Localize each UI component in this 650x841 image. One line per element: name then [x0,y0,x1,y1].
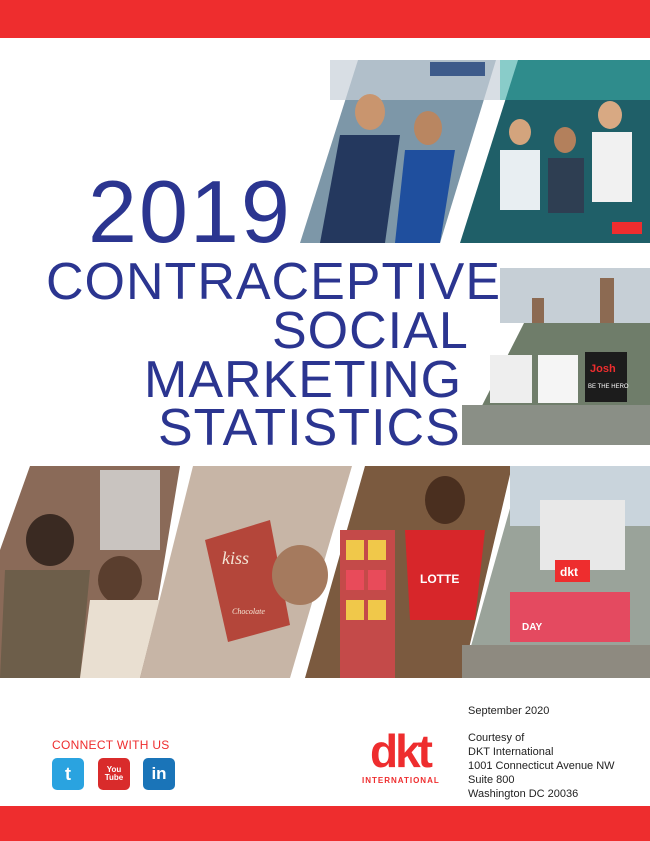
dkt-logo-sub: INTERNATIONAL [362,776,440,785]
dkt-logo [362,725,440,785]
title-line-4: STATISTICS [158,399,461,457]
publication-date: September 2020 [468,705,550,717]
kiss-box-sub: Chocolate [232,607,265,616]
connect-label: CONNECT WITH US [52,738,170,752]
address-suite: Suite 800 [468,774,515,786]
title-year: 2019 [88,162,292,261]
org-name: DKT International [468,746,554,758]
lotte-shirt-text: LOTTE [420,572,460,586]
title-line-2: SOCIAL [272,302,469,360]
title-line-3: MARKETING [144,351,463,409]
linkedin-glyph: in [151,764,167,783]
address-city: Washington DC 20036 [468,788,579,800]
title-line-1: CONTRACEPTIVE [46,253,502,311]
youtube-glyph-bottom: Tube [104,773,124,782]
courtesy-address [468,731,615,801]
twitter-glyph: t [65,763,71,784]
truck-logo-text: dkt [560,565,578,579]
josh-sign-text: Josh [590,363,616,375]
youtube-icon[interactable] [98,758,130,790]
linkedin-icon[interactable] [143,758,175,790]
josh-sign-tag: BE THE HERO [588,384,629,390]
twitter-icon[interactable] [52,758,84,790]
bottom-red-band [0,806,650,841]
kiss-box-text: kiss [222,548,249,568]
youtube-glyph-top: You [106,765,122,774]
dkt-logo-mark: dkt [370,725,430,777]
courtesy-label: Courtesy of [468,732,525,744]
banner-text: DAY [522,622,543,633]
address-street: 1001 Connecticut Avenue NW [468,760,615,772]
